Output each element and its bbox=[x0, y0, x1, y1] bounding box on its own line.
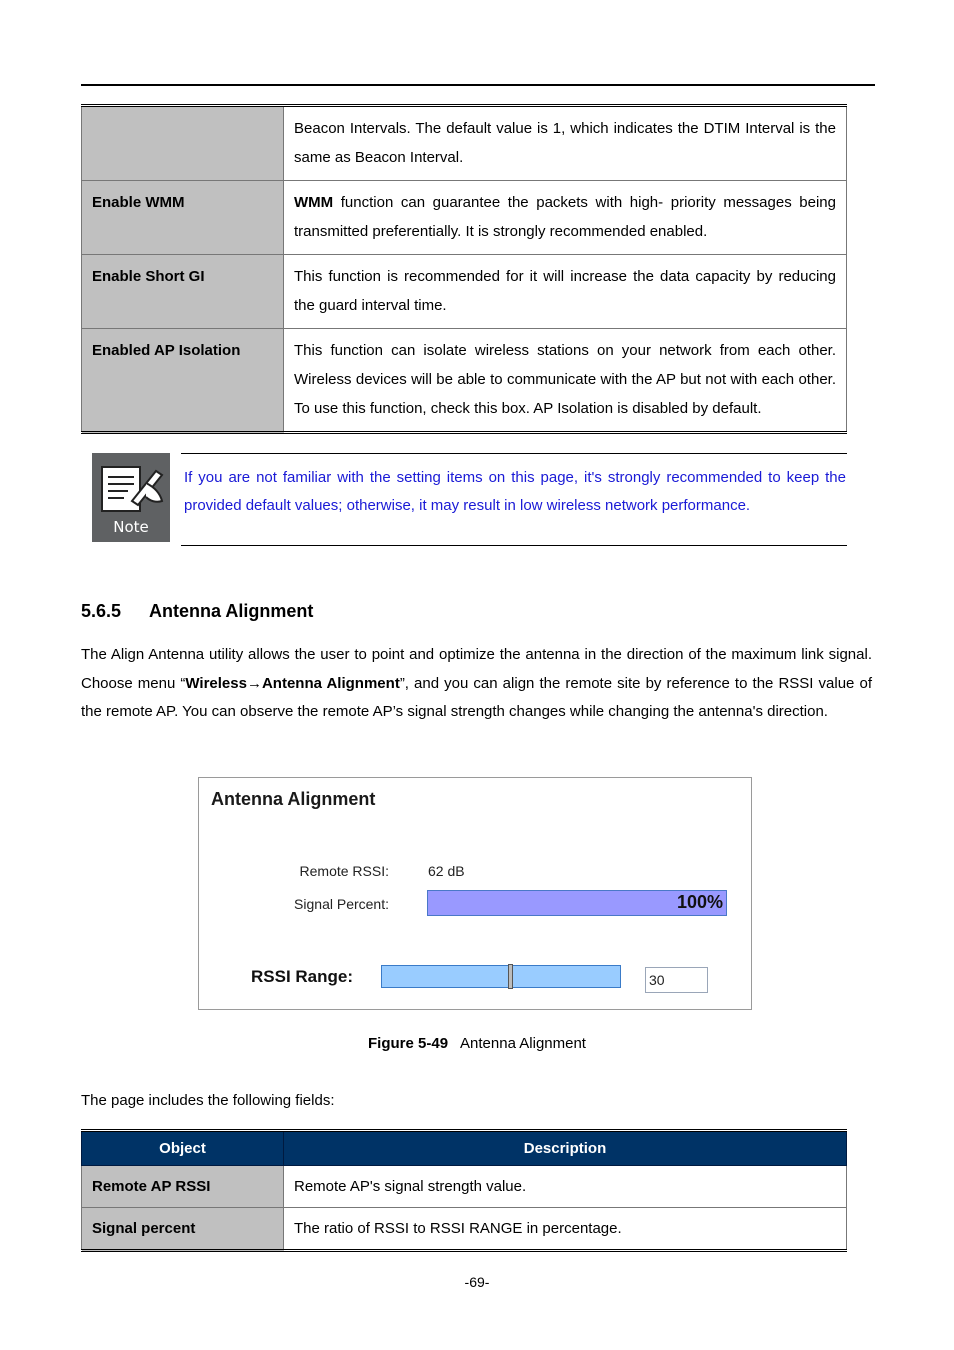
slider-thumb[interactable] bbox=[508, 964, 513, 989]
rssi-range-slider[interactable] bbox=[381, 965, 621, 988]
description-cell: This function is recommended for it will increase the data capacity by reducing the guard interval time. bbox=[284, 255, 847, 329]
table-row bbox=[82, 1208, 847, 1251]
header-object: Object bbox=[82, 1131, 284, 1166]
table-row bbox=[82, 255, 847, 329]
note-pad-icon bbox=[92, 453, 170, 542]
remote-rssi-value: 62 dB bbox=[428, 863, 465, 879]
remote-rssi-label: Remote RSSI: bbox=[299, 863, 389, 879]
paragraph-text: ”, and you can align the remote site by reference to the RSSI value of the remote AP. You can observe the remote AP’s signal strength changes while changing the antenna's direction. bbox=[81, 674, 872, 721]
object-cell: Signal percent bbox=[82, 1208, 284, 1251]
menu-path: Wireless→Antenna Alignment bbox=[185, 674, 400, 692]
panel-title: Antenna Alignment bbox=[211, 789, 376, 809]
paragraph-text: The Align Antenna utility allows the user to point and optimize the antenna in the direction of the maximum link signal. Choose menu “ bbox=[81, 646, 872, 692]
note-bottom-rule bbox=[181, 545, 847, 546]
rssi-range-label: RSSI Range: bbox=[251, 967, 354, 986]
object-cell bbox=[82, 106, 284, 181]
antenna-alignment-panel bbox=[198, 777, 752, 1010]
note-icon bbox=[92, 453, 170, 542]
description-cell: Remote AP's signal strength value. bbox=[284, 1166, 847, 1208]
note-text: If you are not familiar with the setting items on this page, it's strongly recommended to keep the provided default values; otherwise, it may result in low wireless network performance. bbox=[184, 469, 846, 514]
note-icon-label: Note bbox=[113, 518, 149, 536]
description-cell bbox=[284, 181, 847, 255]
fields-table bbox=[81, 1129, 847, 1252]
wmm-bold-text: WMM bbox=[294, 194, 334, 211]
object-cell: Enable Short GI bbox=[82, 255, 284, 329]
table-row bbox=[82, 329, 847, 433]
figure-label: Figure 5-49 bbox=[368, 1035, 449, 1052]
figure-caption bbox=[0, 1035, 954, 1052]
description-text: function can guarantee the packets with high- priority messages being transmitted preferentially. It is strongly recommended enabled. bbox=[294, 194, 836, 240]
object-cell: Enable WMM bbox=[82, 181, 284, 255]
table-row bbox=[82, 181, 847, 255]
page-number: -69- bbox=[464, 1274, 490, 1290]
table-row bbox=[82, 106, 847, 181]
section-paragraph bbox=[81, 641, 872, 727]
figure-title: Antenna Alignment bbox=[460, 1035, 586, 1052]
header-description: Description bbox=[284, 1131, 847, 1166]
rssi-range-input[interactable] bbox=[645, 967, 708, 993]
parameters-table bbox=[81, 104, 847, 434]
fields-intro: The page includes the following fields: bbox=[81, 1092, 335, 1109]
description-cell: This function can isolate wireless stations on your network from each other. Wireless devices will be able to communicate with the AP but not with each other. To use this function, check this box. AP Isolation is disabled by default. bbox=[284, 329, 847, 433]
description-cell: The ratio of RSSI to RSSI RANGE in percentage. bbox=[284, 1208, 847, 1251]
description-cell: Beacon Intervals. The default value is 1, which indicates the DTIM Interval is the same as Beacon Interval. bbox=[284, 106, 847, 181]
signal-percent-label: Signal Percent: bbox=[294, 896, 389, 912]
table-row bbox=[82, 1166, 847, 1208]
section-title: Antenna Alignment bbox=[149, 601, 314, 621]
signal-percent-bar bbox=[427, 890, 727, 916]
signal-percent-value: 100% bbox=[676, 892, 723, 912]
table-header-row bbox=[82, 1131, 847, 1166]
section-number: 5.6.5 bbox=[81, 601, 122, 621]
note-top-rule bbox=[181, 453, 847, 454]
section-heading bbox=[81, 601, 313, 622]
object-cell: Remote AP RSSI bbox=[82, 1166, 284, 1208]
object-cell: Enabled AP Isolation bbox=[82, 329, 284, 433]
header-rule bbox=[81, 84, 875, 86]
